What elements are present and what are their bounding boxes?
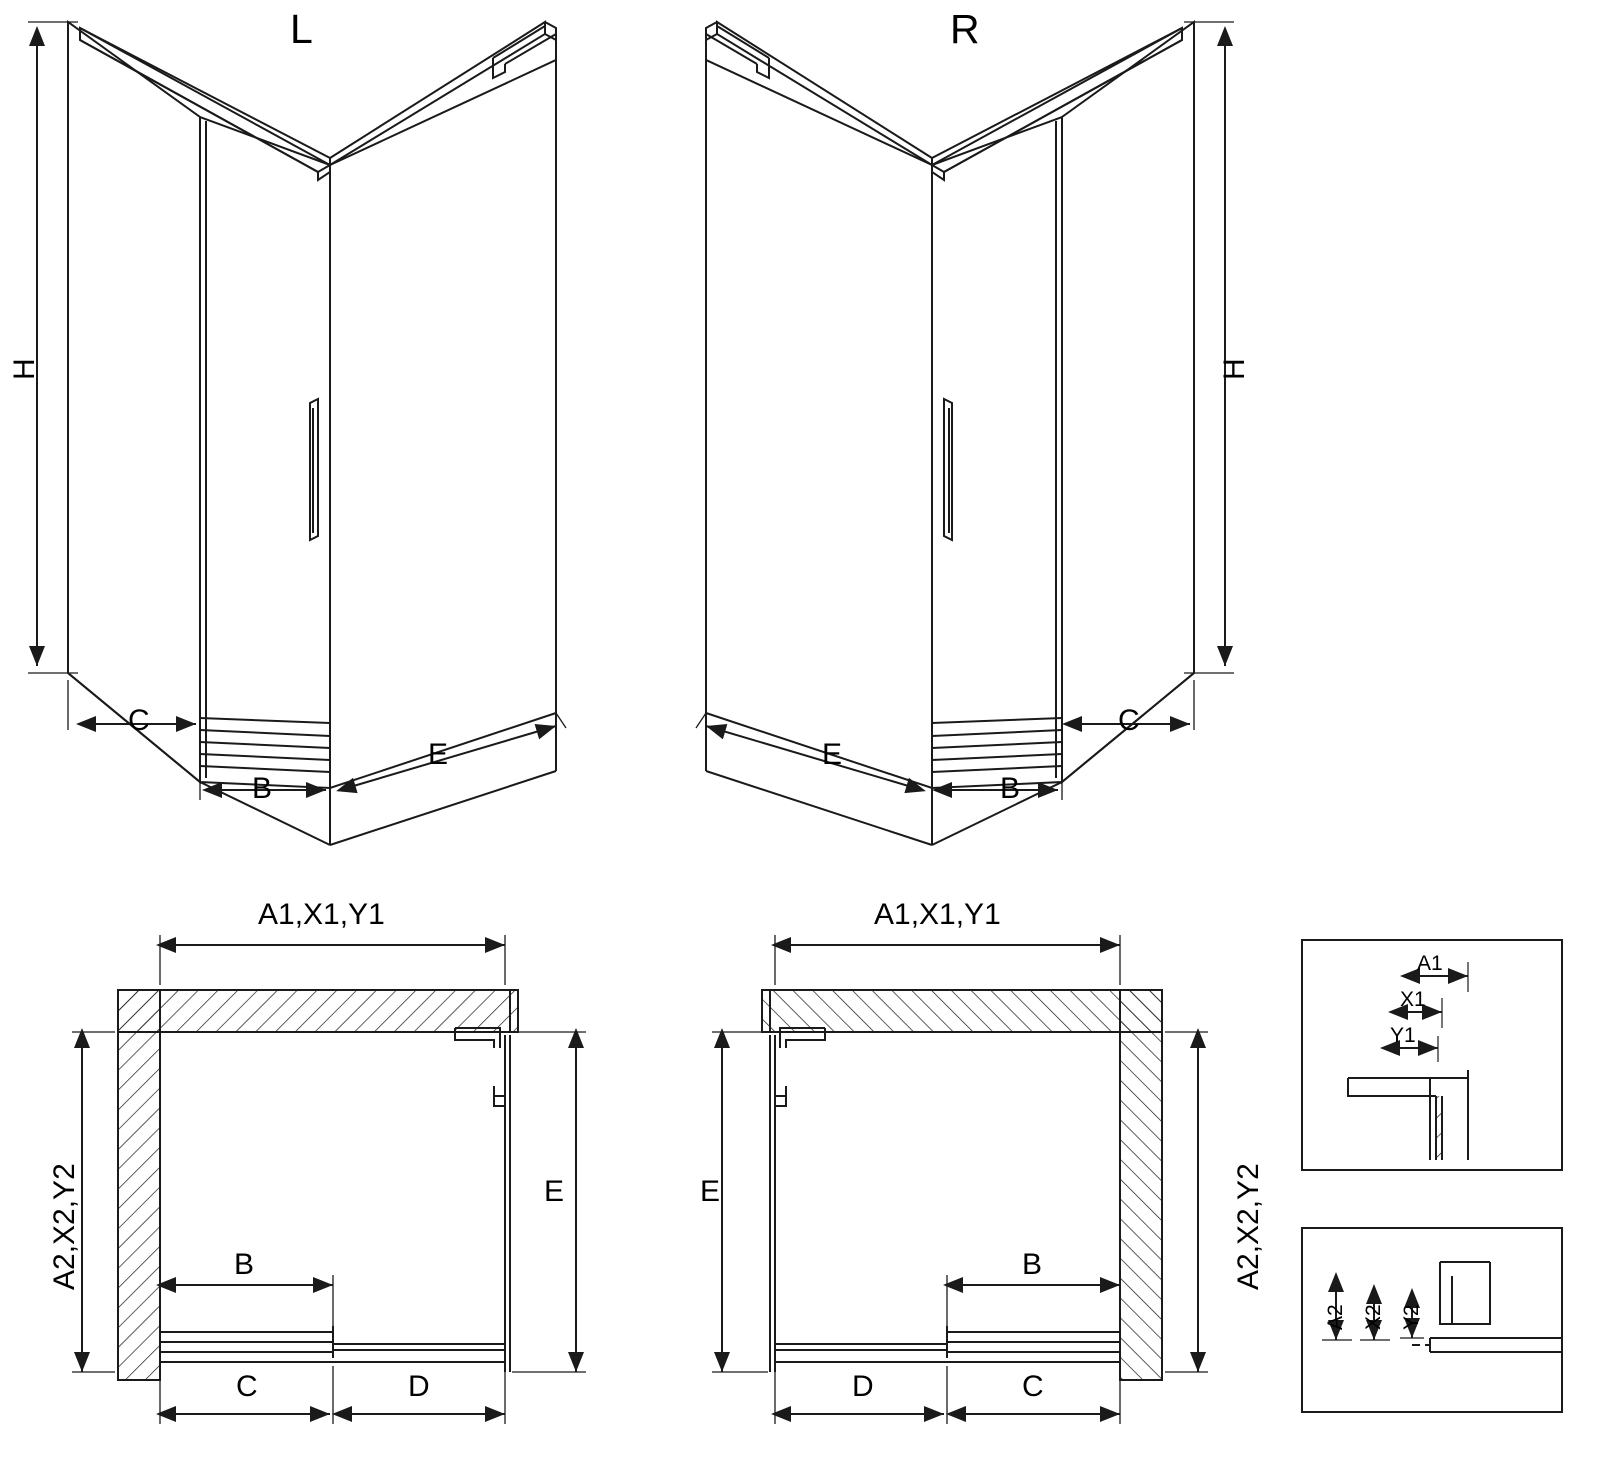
plan-left-label-c: C: [236, 1370, 258, 1403]
iso-right-label-h: H: [1218, 358, 1251, 380]
iso-left-label-h: H: [8, 358, 41, 380]
iso-right-label-b: B: [1000, 772, 1021, 805]
plan-right-label-a2x2y2: A2,X2,Y2: [1232, 1163, 1265, 1290]
plan-right-label-a1x1y1: A1,X1,Y1: [874, 898, 1001, 931]
detail-top-label-a1: A1: [1417, 952, 1443, 975]
plan-right-label-e: E: [700, 1175, 721, 1208]
iso-left-label-b: B: [252, 772, 273, 805]
plan-left-label-b: B: [234, 1248, 255, 1281]
iso-left-label-e: E: [428, 738, 449, 771]
iso-right-dim-h: [1184, 22, 1234, 673]
iso-left-dim-cbe: [68, 680, 566, 800]
iso-left-label-c: C: [128, 704, 150, 737]
plan-left-label-e: E: [544, 1175, 565, 1208]
plan-right-label-c: C: [1022, 1370, 1044, 1403]
plan-right: [762, 990, 1162, 1380]
iso-left-title: L: [290, 6, 313, 52]
plan-right-label-d: D: [852, 1370, 874, 1403]
iso-right-dim-cbe: [696, 680, 1194, 800]
plan-left-label-a2x2y2: A2,X2,Y2: [48, 1163, 81, 1290]
plan-left-label-d: D: [408, 1370, 430, 1403]
plan-left: [118, 990, 518, 1380]
detail-bottom-label-x2: X2: [1362, 1304, 1385, 1330]
plan-right-label-b: B: [1022, 1248, 1043, 1281]
iso-right-label-e: E: [822, 738, 843, 771]
detail-top-label-y1: Y1: [1390, 1024, 1416, 1047]
detail-bottom-label-y2: Y2: [1400, 1304, 1423, 1330]
plan-left-label-a1x1y1: A1,X1,Y1: [258, 898, 385, 931]
detail-top-label-x1: X1: [1400, 988, 1426, 1011]
iso-right-title: R: [950, 6, 980, 52]
iso-right-label-c: C: [1118, 704, 1140, 737]
detail-bottom-label-a2: A2: [1324, 1304, 1347, 1330]
iso-left-dim-h: [28, 22, 78, 673]
